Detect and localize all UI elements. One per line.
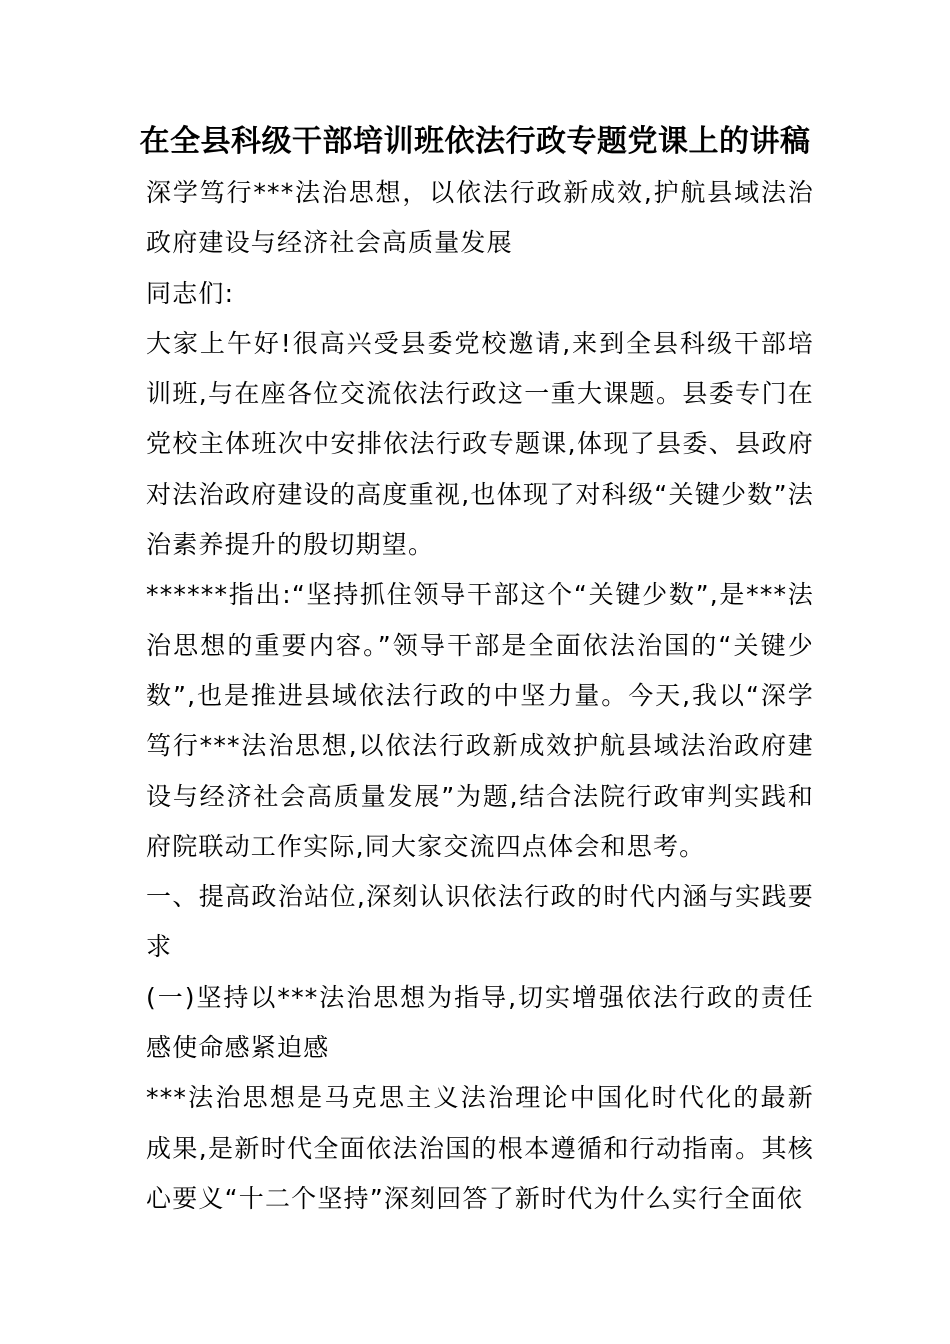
content-paragraph: ***法治思想是马克思主义法治理论中国化时代化的最新成果,是新时代全面依法治国的根本遵循和行动指南。其核心要义“十二个坚持”深刻回答了新时代为什么实行全面依: [146, 1083, 814, 1213]
document-body: [146, 168, 814, 1224]
subsection-heading-1: (一)坚持以***法治思想为指导,切实增强依法行政的责任感使命感紧迫感: [146, 982, 814, 1063]
subtitle-paragraph: 深学笃行***法治思想，以依法行政新成效,护航县域法治政府建设与经济社会高质量发展: [146, 178, 814, 258]
quote-paragraph: ******指出:“坚持抓住领导干部这个“关键少数”,是***法治思想的重要内容。”领导干部是全面依法治国的“关键少数”,也是推进县域依法行政的中坚力量。今天,我以“深学笃行***法治思想,以依法行政新成效护航县域法治政府建设与经济社会高质量发展”为题,结合法院行政审判实践和府院联动工作实际,同大家交流四点体会和思考。: [146, 580, 814, 861]
document-title: 在全县科级干部培训班依法行政专题党课上的讲稿: [139, 124, 811, 159]
section-heading-1: 一、提高政治站位,深刻认识依法行政的时代内涵与实践要求: [146, 882, 814, 962]
salutation-paragraph: 同志们:: [146, 278, 235, 308]
opening-paragraph: 大家上午好!很高兴受县委党校邀请,来到全县科级干部培训班,与在座各位交流依法行政这一重大课题。县委专门在党校主体班次中安排依法行政专题课,体现了县委、县政府对法治政府建设的高度重视,也体现了对科级“关键少数”法治素养提升的殷切期望。: [146, 328, 814, 560]
